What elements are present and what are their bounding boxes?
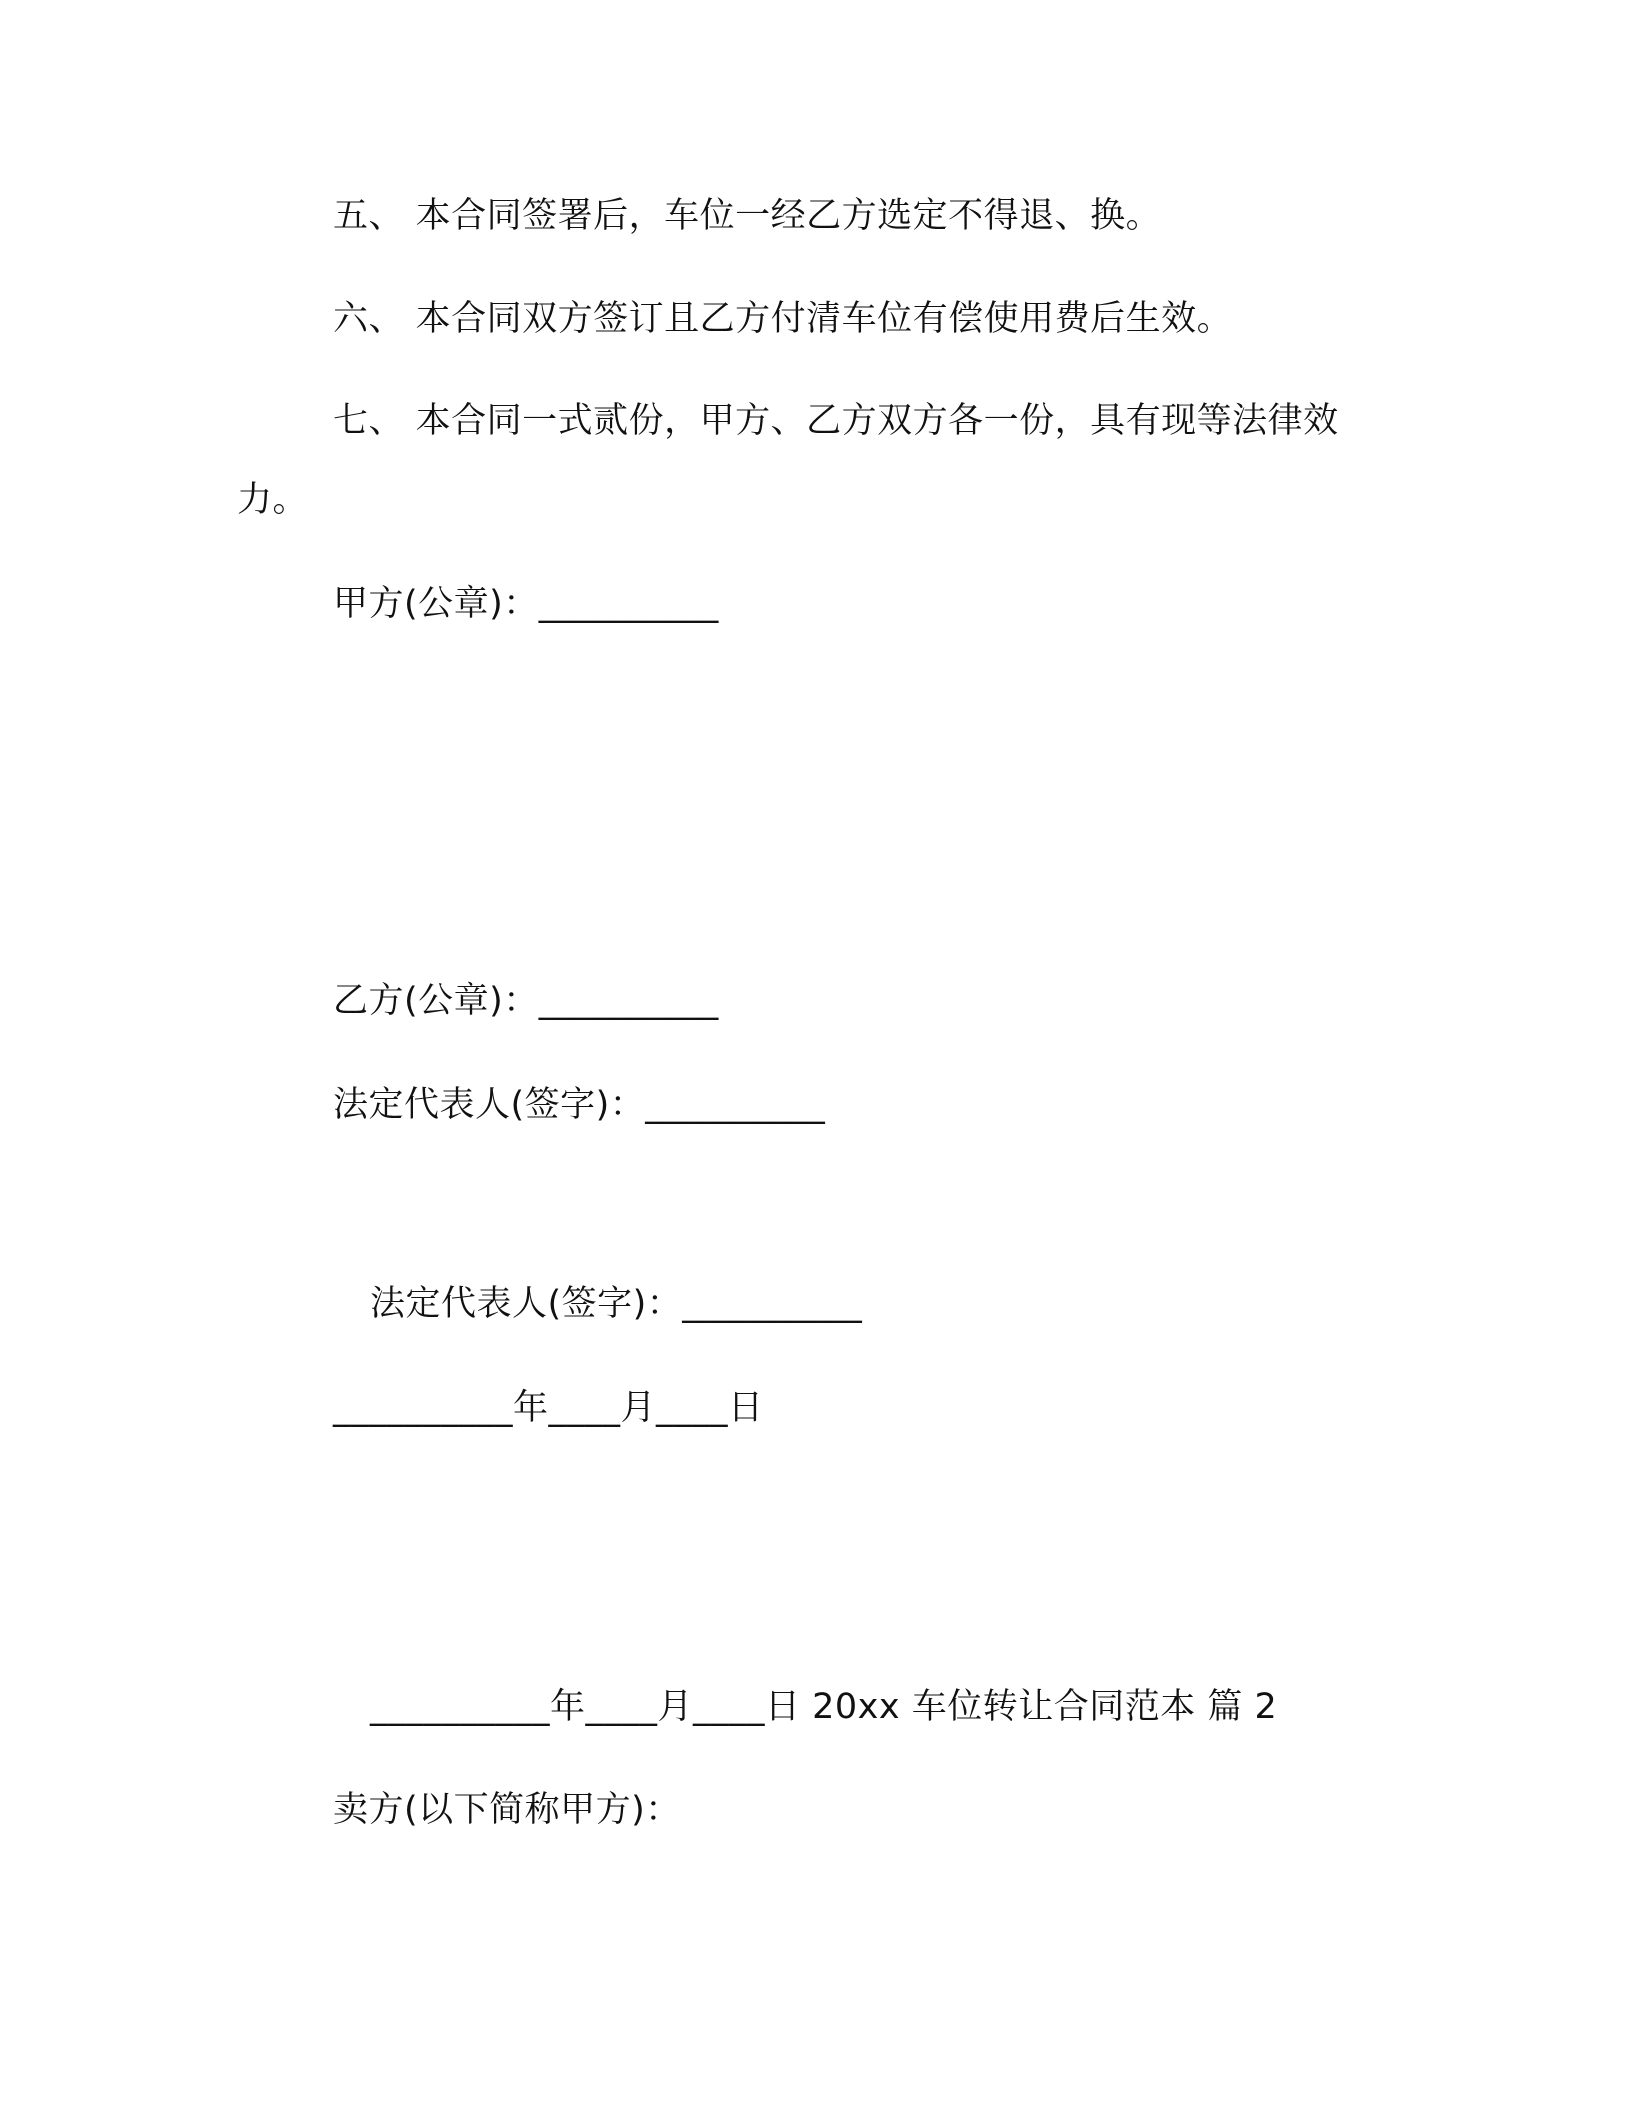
date-line-2-and-title: __________年____月____日 20xx 车位转让合同范本 篇 2	[370, 1687, 1278, 1727]
clause-7-line-1: 七、 本合同一式贰份，甲方、乙方双方各一份，具有现等法律效	[333, 401, 1339, 441]
date-line-1: __________年____月____日	[333, 1388, 764, 1428]
party-b-seal: 乙方(公章)：__________	[333, 981, 719, 1021]
seller-label: 卖方(以下简称甲方)：	[333, 1790, 681, 1830]
legal-rep-signature-2: 法定代表人(签字)：__________	[370, 1284, 863, 1324]
clause-6: 六、 本合同双方签订且乙方付清车位有偿使用费后生效。	[333, 299, 1233, 339]
clause-5: 五、 本合同签署后，车位一经乙方选定不得退、换。	[333, 196, 1162, 236]
party-a-seal: 甲方(公章)：__________	[333, 584, 719, 624]
legal-rep-signature-1: 法定代表人(签字)：__________	[333, 1085, 826, 1125]
clause-7-line-2: 力。	[237, 480, 309, 520]
